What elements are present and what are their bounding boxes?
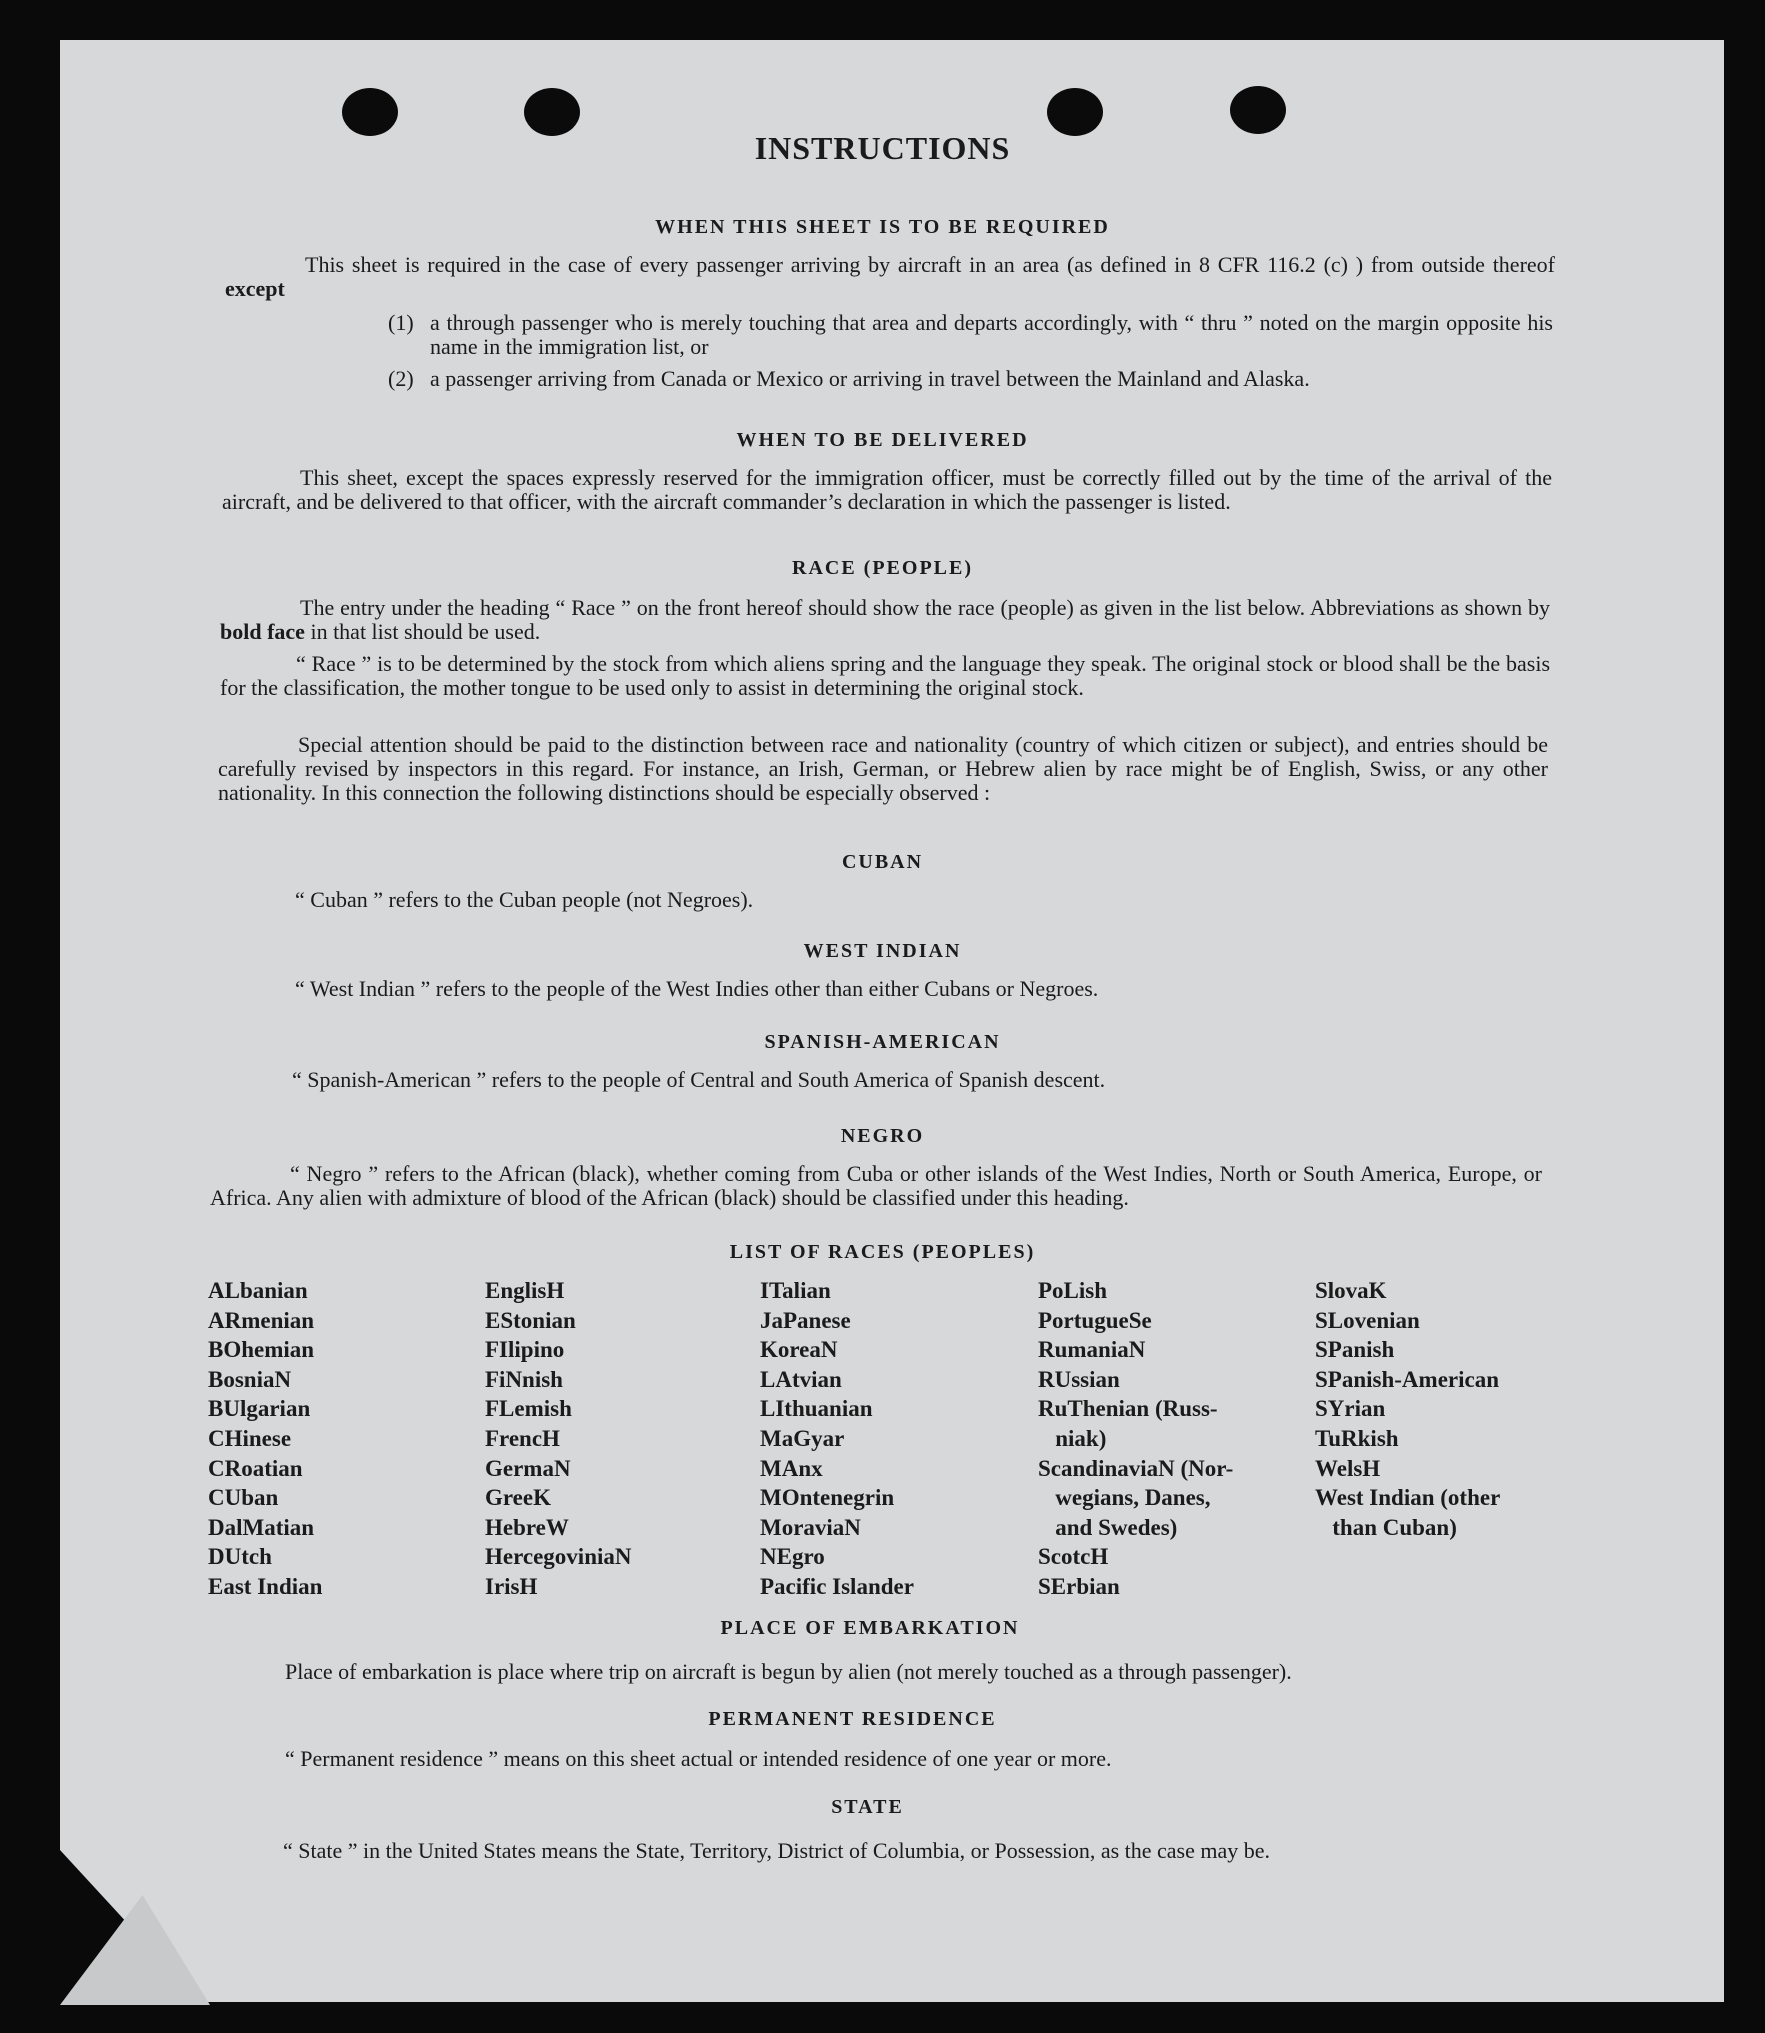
paragraph-spanish-american: “ Spanish-American ” refers to the people of Central and South America of Spanish descent. <box>292 1067 1106 1092</box>
heading-permanent-residence: PERMANENT RESIDENCE <box>708 1708 997 1730</box>
race-item: HebreW <box>485 1514 569 1540</box>
heading-cuban: CUBAN <box>841 851 924 873</box>
race-item: niak) <box>1038 1425 1107 1451</box>
race-item: BOhemian <box>208 1337 315 1363</box>
race-item: CUban <box>208 1485 279 1511</box>
paragraph-when-delivered: This sheet, except the spaces expressly reserved for the immigration officer, must be correctly filled out by the time of the arrival of the aircraft, and be delivered to that officer, with the aircraft commander’s declaration in which the passenger is listed. <box>222 465 1552 514</box>
races-column-1 <box>208 1276 468 1602</box>
race-item: and Swedes) <box>1038 1514 1178 1540</box>
race-item: GermaN <box>485 1455 571 1481</box>
race-item: CHinese <box>208 1425 292 1451</box>
paragraph-when-required-text: This sheet is required in the case of every passenger arriving by aircraft in an area (as defined in 8 CFR 116.2 (c) ) from outside thereof <box>305 252 1555 277</box>
heading-race: RACE (PEOPLE) <box>792 557 973 579</box>
paragraph-race-2: “ Race ” is to be determined by the stock from which aliens spring and the language they speak. The original stock or blood shall be the basis for the classification, the mother tongue to be used only to assist in determining the original stock. <box>220 651 1550 700</box>
heading-when-required: WHEN THIS SHEET IS TO BE REQUIRED <box>655 216 1110 238</box>
race-item: BUlgarian <box>208 1396 311 1422</box>
race-item: SErbian <box>1038 1573 1120 1599</box>
race-item: DUtch <box>208 1544 272 1570</box>
race-item: WelsH <box>1315 1455 1381 1481</box>
race-item: FiNnish <box>485 1366 563 1392</box>
race-item: MAnx <box>760 1455 823 1481</box>
paragraph-when-required-except: except <box>225 276 285 301</box>
race-item: ITalian <box>760 1278 831 1303</box>
race-item: MaGyar <box>760 1425 845 1451</box>
races-column-5 <box>1315 1276 1565 1542</box>
race-item: RumaniaN <box>1038 1337 1146 1363</box>
race-item: PortugueSe <box>1038 1307 1152 1333</box>
race-item: TuRkish <box>1315 1425 1399 1451</box>
race-item: PoLish <box>1038 1278 1108 1303</box>
paragraph-permanent-residence: “ Permanent residence ” means on this sheet actual or intended residence of one year or more. <box>285 1746 1112 1771</box>
races-column-2 <box>485 1276 755 1602</box>
race-item: LIthuanian <box>760 1396 873 1422</box>
paragraph-race-1-end: in that list should be used. <box>310 619 541 644</box>
race-item: Pacific Islander <box>760 1573 914 1599</box>
heading-list-of-races: LIST OF RACES (PEOPLES) <box>729 1241 1036 1263</box>
race-item: EStonian <box>485 1307 576 1333</box>
list-item-number: (2) <box>388 366 414 391</box>
races-column-3 <box>760 1276 1030 1602</box>
race-item: FrencH <box>485 1425 560 1451</box>
list-item-number: (1) <box>388 310 414 335</box>
race-item: SYrian <box>1315 1396 1386 1422</box>
heading-spanish-american: SPANISH-AMERICAN <box>764 1031 1001 1053</box>
race-item: ScotcH <box>1038 1544 1109 1570</box>
race-item: EnglisH <box>485 1278 565 1303</box>
race-item: RuThenian (Russ- <box>1038 1396 1218 1422</box>
paragraph-place-of-embarkation: Place of embarkation is place where trip on aircraft is begun by alien (not merely touched as a through passenger). <box>285 1659 1292 1684</box>
heading-when-delivered: WHEN TO BE DELIVERED <box>736 429 1029 451</box>
race-item: JaPanese <box>760 1307 851 1333</box>
paragraph-when-required <box>225 253 1555 301</box>
paragraph-race-1-text: The entry under the heading “ Race ” on the front hereof should show the race (people) as given in the list below. Abbreviations as shown by <box>300 595 1550 620</box>
race-item: MOntenegrin <box>760 1485 895 1511</box>
paragraph-race-1-bold: bold face <box>220 619 305 644</box>
race-item: GreeK <box>485 1485 551 1511</box>
race-item: CRoatian <box>208 1455 303 1481</box>
race-item: HercegoviniaN <box>485 1544 632 1570</box>
race-item: wegians, Danes, <box>1038 1485 1211 1511</box>
heading-place-of-embarkation: PLACE OF EMBARKATION <box>720 1617 1020 1639</box>
race-item: SlovaK <box>1315 1278 1387 1303</box>
race-item: MoraviaN <box>760 1514 861 1540</box>
race-item: LAtvian <box>760 1366 842 1392</box>
races-column-4 <box>1038 1276 1308 1602</box>
race-item: NEgro <box>760 1544 825 1570</box>
race-item: FIlipino <box>485 1337 565 1363</box>
race-item: West Indian (other <box>1315 1485 1501 1511</box>
paragraph-cuban: “ Cuban ” refers to the Cuban people (not Negroes). <box>295 887 754 912</box>
list-item-text: a through passenger who is merely touching that area and departs accordingly, with “ thru ” noted on the margin opposite his name in the immigration list, or <box>430 310 1553 359</box>
paragraph-west-indian: “ West Indian ” refers to the people of the West Indies other than either Cubans or Negroes. <box>295 976 1099 1001</box>
heading-negro: NEGRO <box>840 1125 925 1147</box>
race-item: SPanish <box>1315 1337 1395 1363</box>
race-item: KoreaN <box>760 1337 838 1363</box>
race-item: SLovenian <box>1315 1307 1420 1333</box>
race-item: SPanish-American <box>1315 1366 1499 1392</box>
race-item: than Cuban) <box>1315 1514 1457 1540</box>
race-item: BosniaN <box>208 1366 292 1392</box>
race-item: IrisH <box>485 1573 538 1599</box>
race-item: DalMatian <box>208 1514 315 1540</box>
race-item: East Indian <box>208 1573 323 1599</box>
paragraph-negro: “ Negro ” refers to the African (black), whether coming from Cuba or other islands of the West Indies, North or South America, Europe, or Africa. Any alien with admixture of blood of the African (black) should be classified under this heading. <box>210 1161 1542 1210</box>
page-title: INSTRUCTIONS <box>754 130 1011 166</box>
race-item: ARmenian <box>208 1307 315 1333</box>
race-item: ScandinaviaN (Nor- <box>1038 1455 1234 1481</box>
race-item: FLemish <box>485 1396 572 1422</box>
paragraph-race-1 <box>220 596 1550 644</box>
paragraph-state: “ State ” in the United States means the State, Territory, District of Columbia, or Possession, as the case may be. <box>283 1838 1271 1863</box>
paragraph-race-3: Special attention should be paid to the distinction between race and nationality (country of which citizen or subject), and entries should be carefully revised by inspectors in this regard. For instance, an Irish, German, or Hebrew alien by race might be of English, Swiss, or any other nationality. In this connection the following distinctions should be especially observed : <box>218 732 1548 805</box>
heading-west-indian: WEST INDIAN <box>803 940 962 962</box>
heading-state: STATE <box>831 1796 904 1818</box>
race-item: RUssian <box>1038 1366 1120 1392</box>
list-item-text: a passenger arriving from Canada or Mexico or arriving in travel between the Mainland and Alaska. <box>430 366 1310 391</box>
race-item: ALbanian <box>208 1278 308 1303</box>
